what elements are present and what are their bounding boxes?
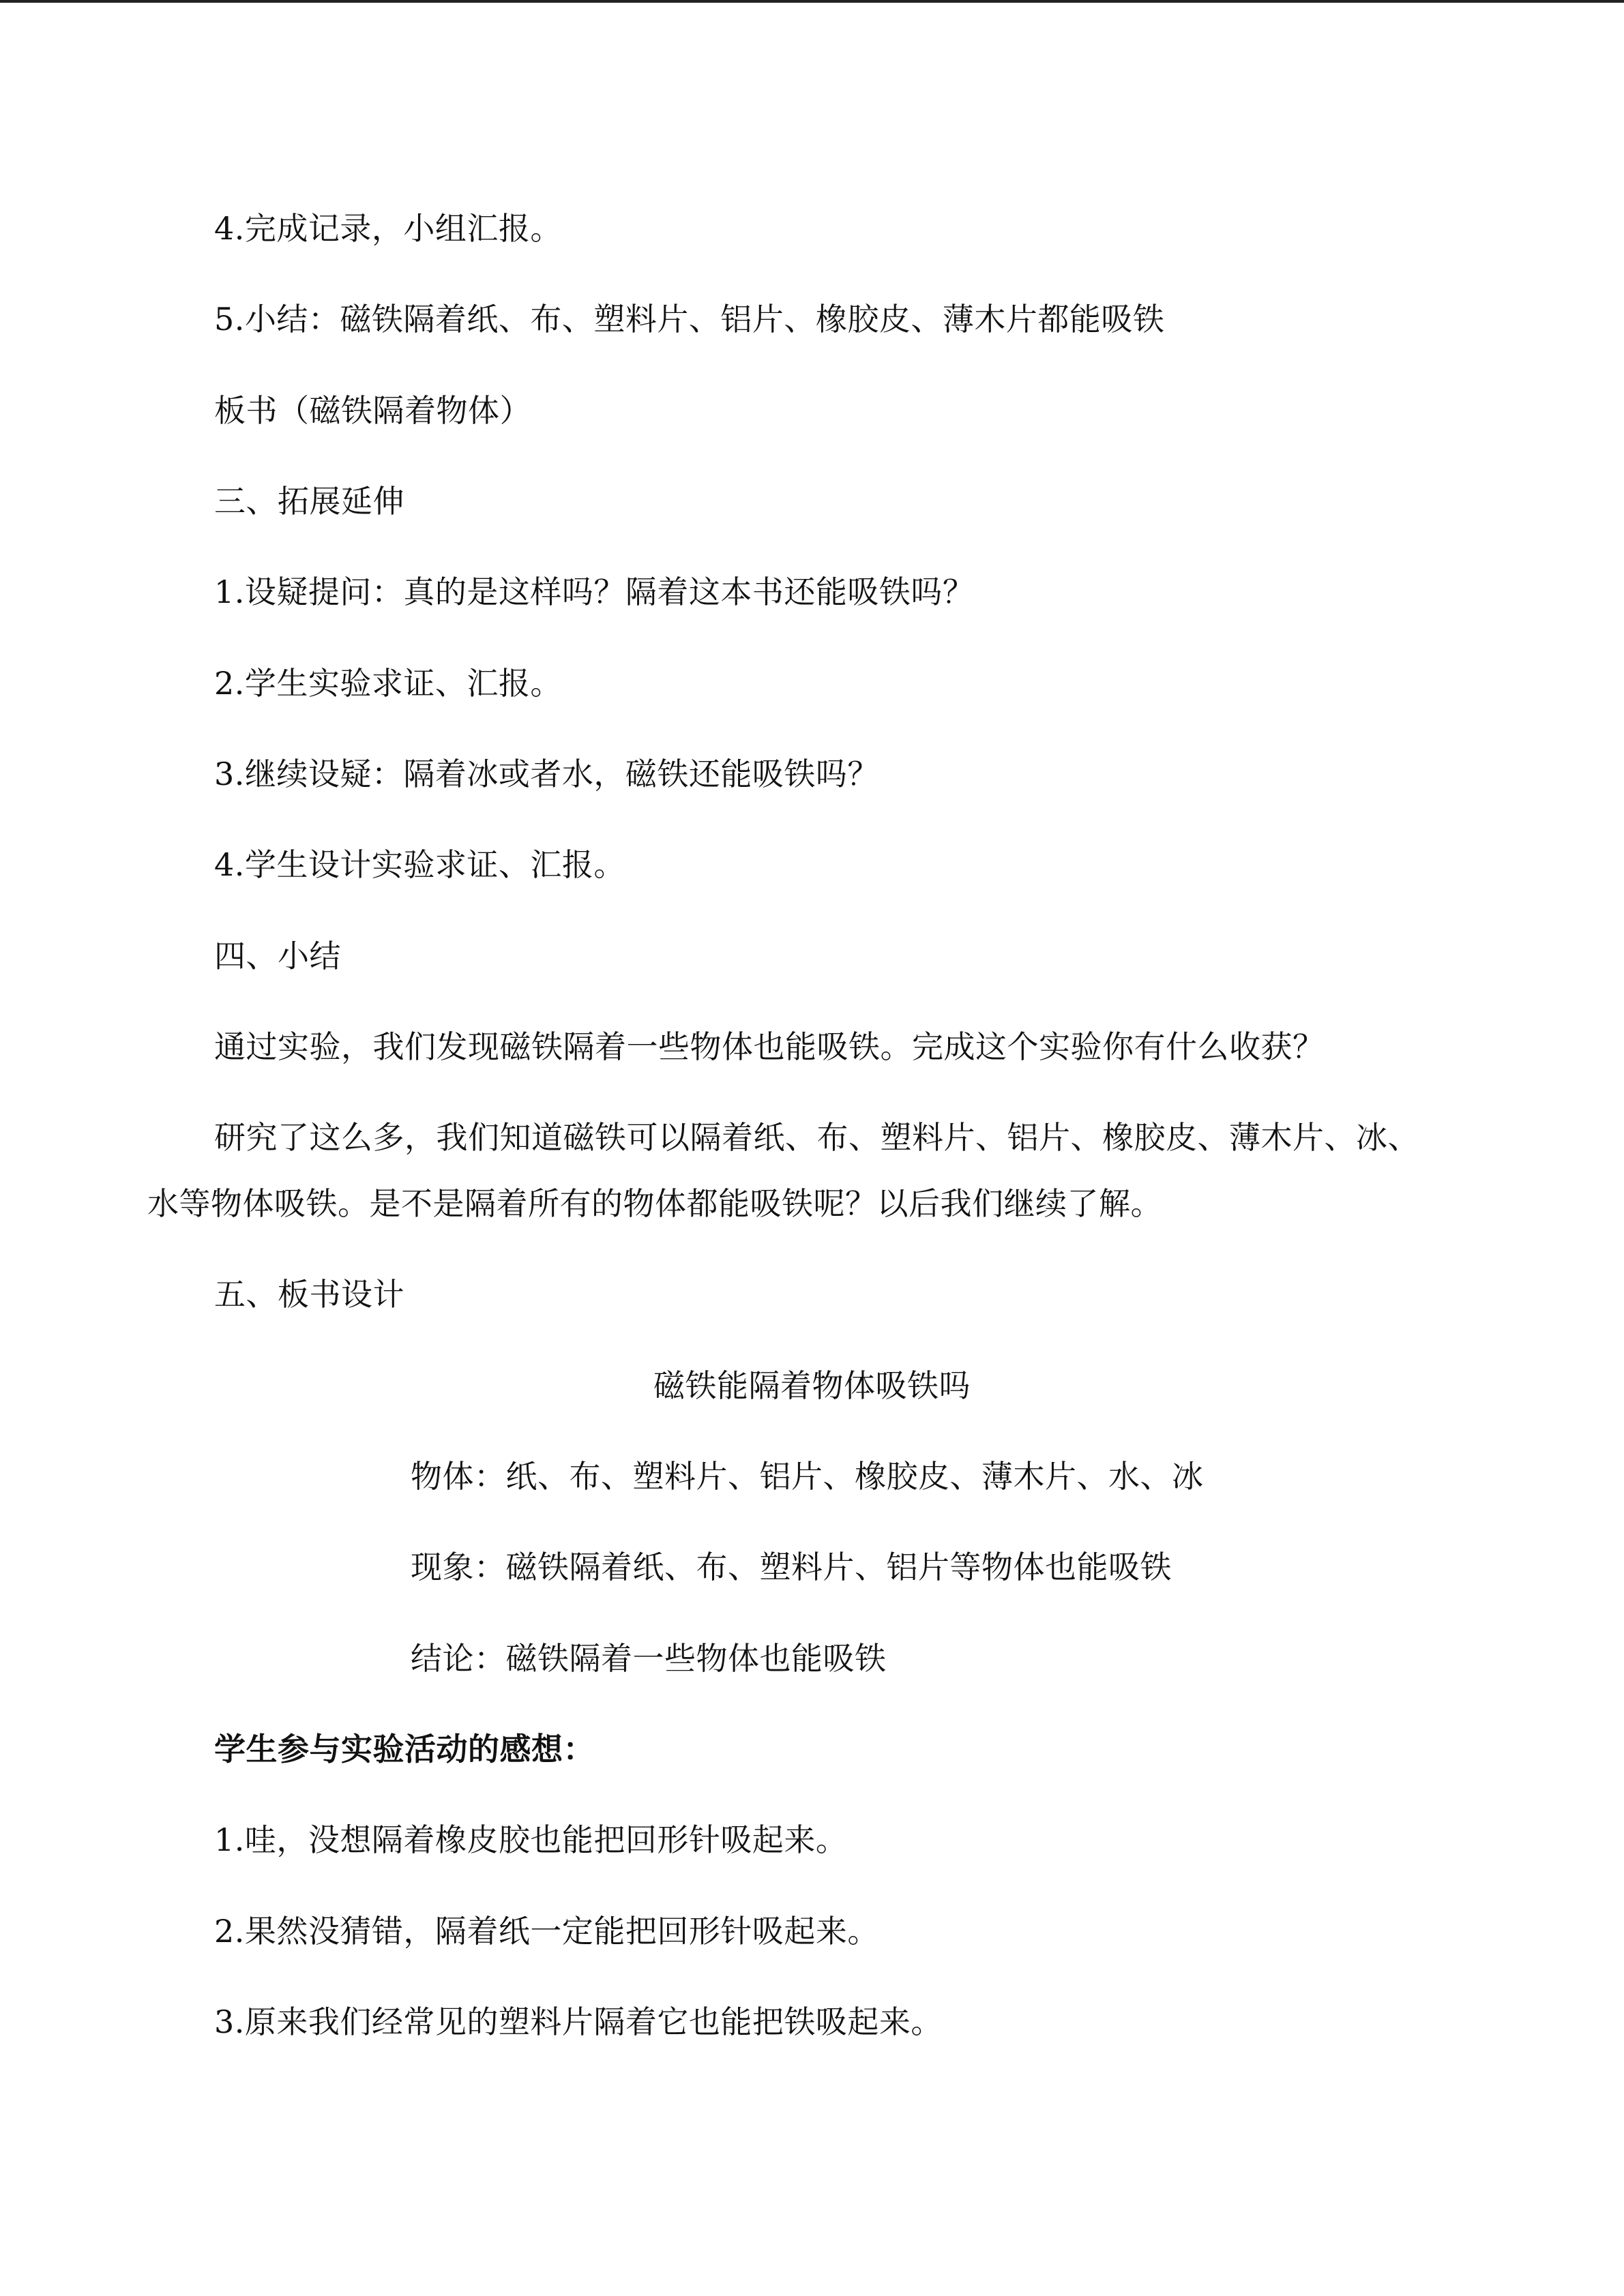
reflection-item-1: 1.哇，没想隔着橡皮胶也能把回形针吸起来。 — [214, 1821, 848, 1858]
board-objects: 物体：纸、布、塑料片、铝片、橡胶皮、薄木片、水、冰 — [411, 1458, 1204, 1495]
extension-step-1: 1.设疑提问：真的是这样吗？隔着这本书还能吸铁吗？ — [214, 573, 975, 610]
board-title: 磁铁能隔着物体吸铁吗 — [653, 1367, 971, 1404]
extension-step-4: 4.学生设计实验求证、汇报。 — [214, 846, 625, 883]
section-four-heading: 四、小结 — [214, 938, 341, 974]
reflection-item-3: 3.原来我们经常见的塑料片隔着它也能把铁吸起来。 — [214, 2003, 943, 2040]
board-note: 板书（磁铁隔着物体） — [214, 392, 531, 429]
summary-paragraph-2-line-1: 研究了这么多，我们知道磁铁可以隔着纸、布、塑料片、铝片、橡胶皮、薄木片、冰、 — [214, 1119, 1419, 1156]
summary-paragraph-1: 通过实验，我们发现磁铁隔着一些物体也能吸铁。完成这个实验你有什么收获？ — [214, 1028, 1325, 1065]
step-4-record-report: 4.完成记录，小组汇报。 — [214, 210, 562, 247]
board-conclusion: 结论：磁铁隔着一些物体也能吸铁 — [411, 1640, 887, 1677]
section-five-heading: 五、板书设计 — [214, 1276, 404, 1313]
step-5-summary: 5.小结：磁铁隔着纸、布、塑料片、铝片、橡胶皮、薄木片都能吸铁 — [214, 301, 1165, 338]
section-three-heading: 三、拓展延伸 — [214, 483, 404, 520]
reflections-heading: 学生参与实验活动的感想： — [214, 1731, 595, 1768]
extension-step-2: 2.学生实验求证、汇报。 — [214, 665, 562, 702]
board-phenomenon: 现象：磁铁隔着纸、布、塑料片、铝片等物体也能吸铁 — [411, 1549, 1172, 1585]
reflection-item-2: 2.果然没猜错，隔着纸一定能把回形针吸起来。 — [214, 1913, 879, 1950]
extension-step-3: 3.继续设疑：隔着冰或者水，磁铁还能吸铁吗？ — [214, 756, 879, 792]
summary-paragraph-2-line-2: 水等物体吸铁。是不是隔着所有的物体都能吸铁呢？以后我们继续了解。 — [147, 1185, 1162, 1222]
